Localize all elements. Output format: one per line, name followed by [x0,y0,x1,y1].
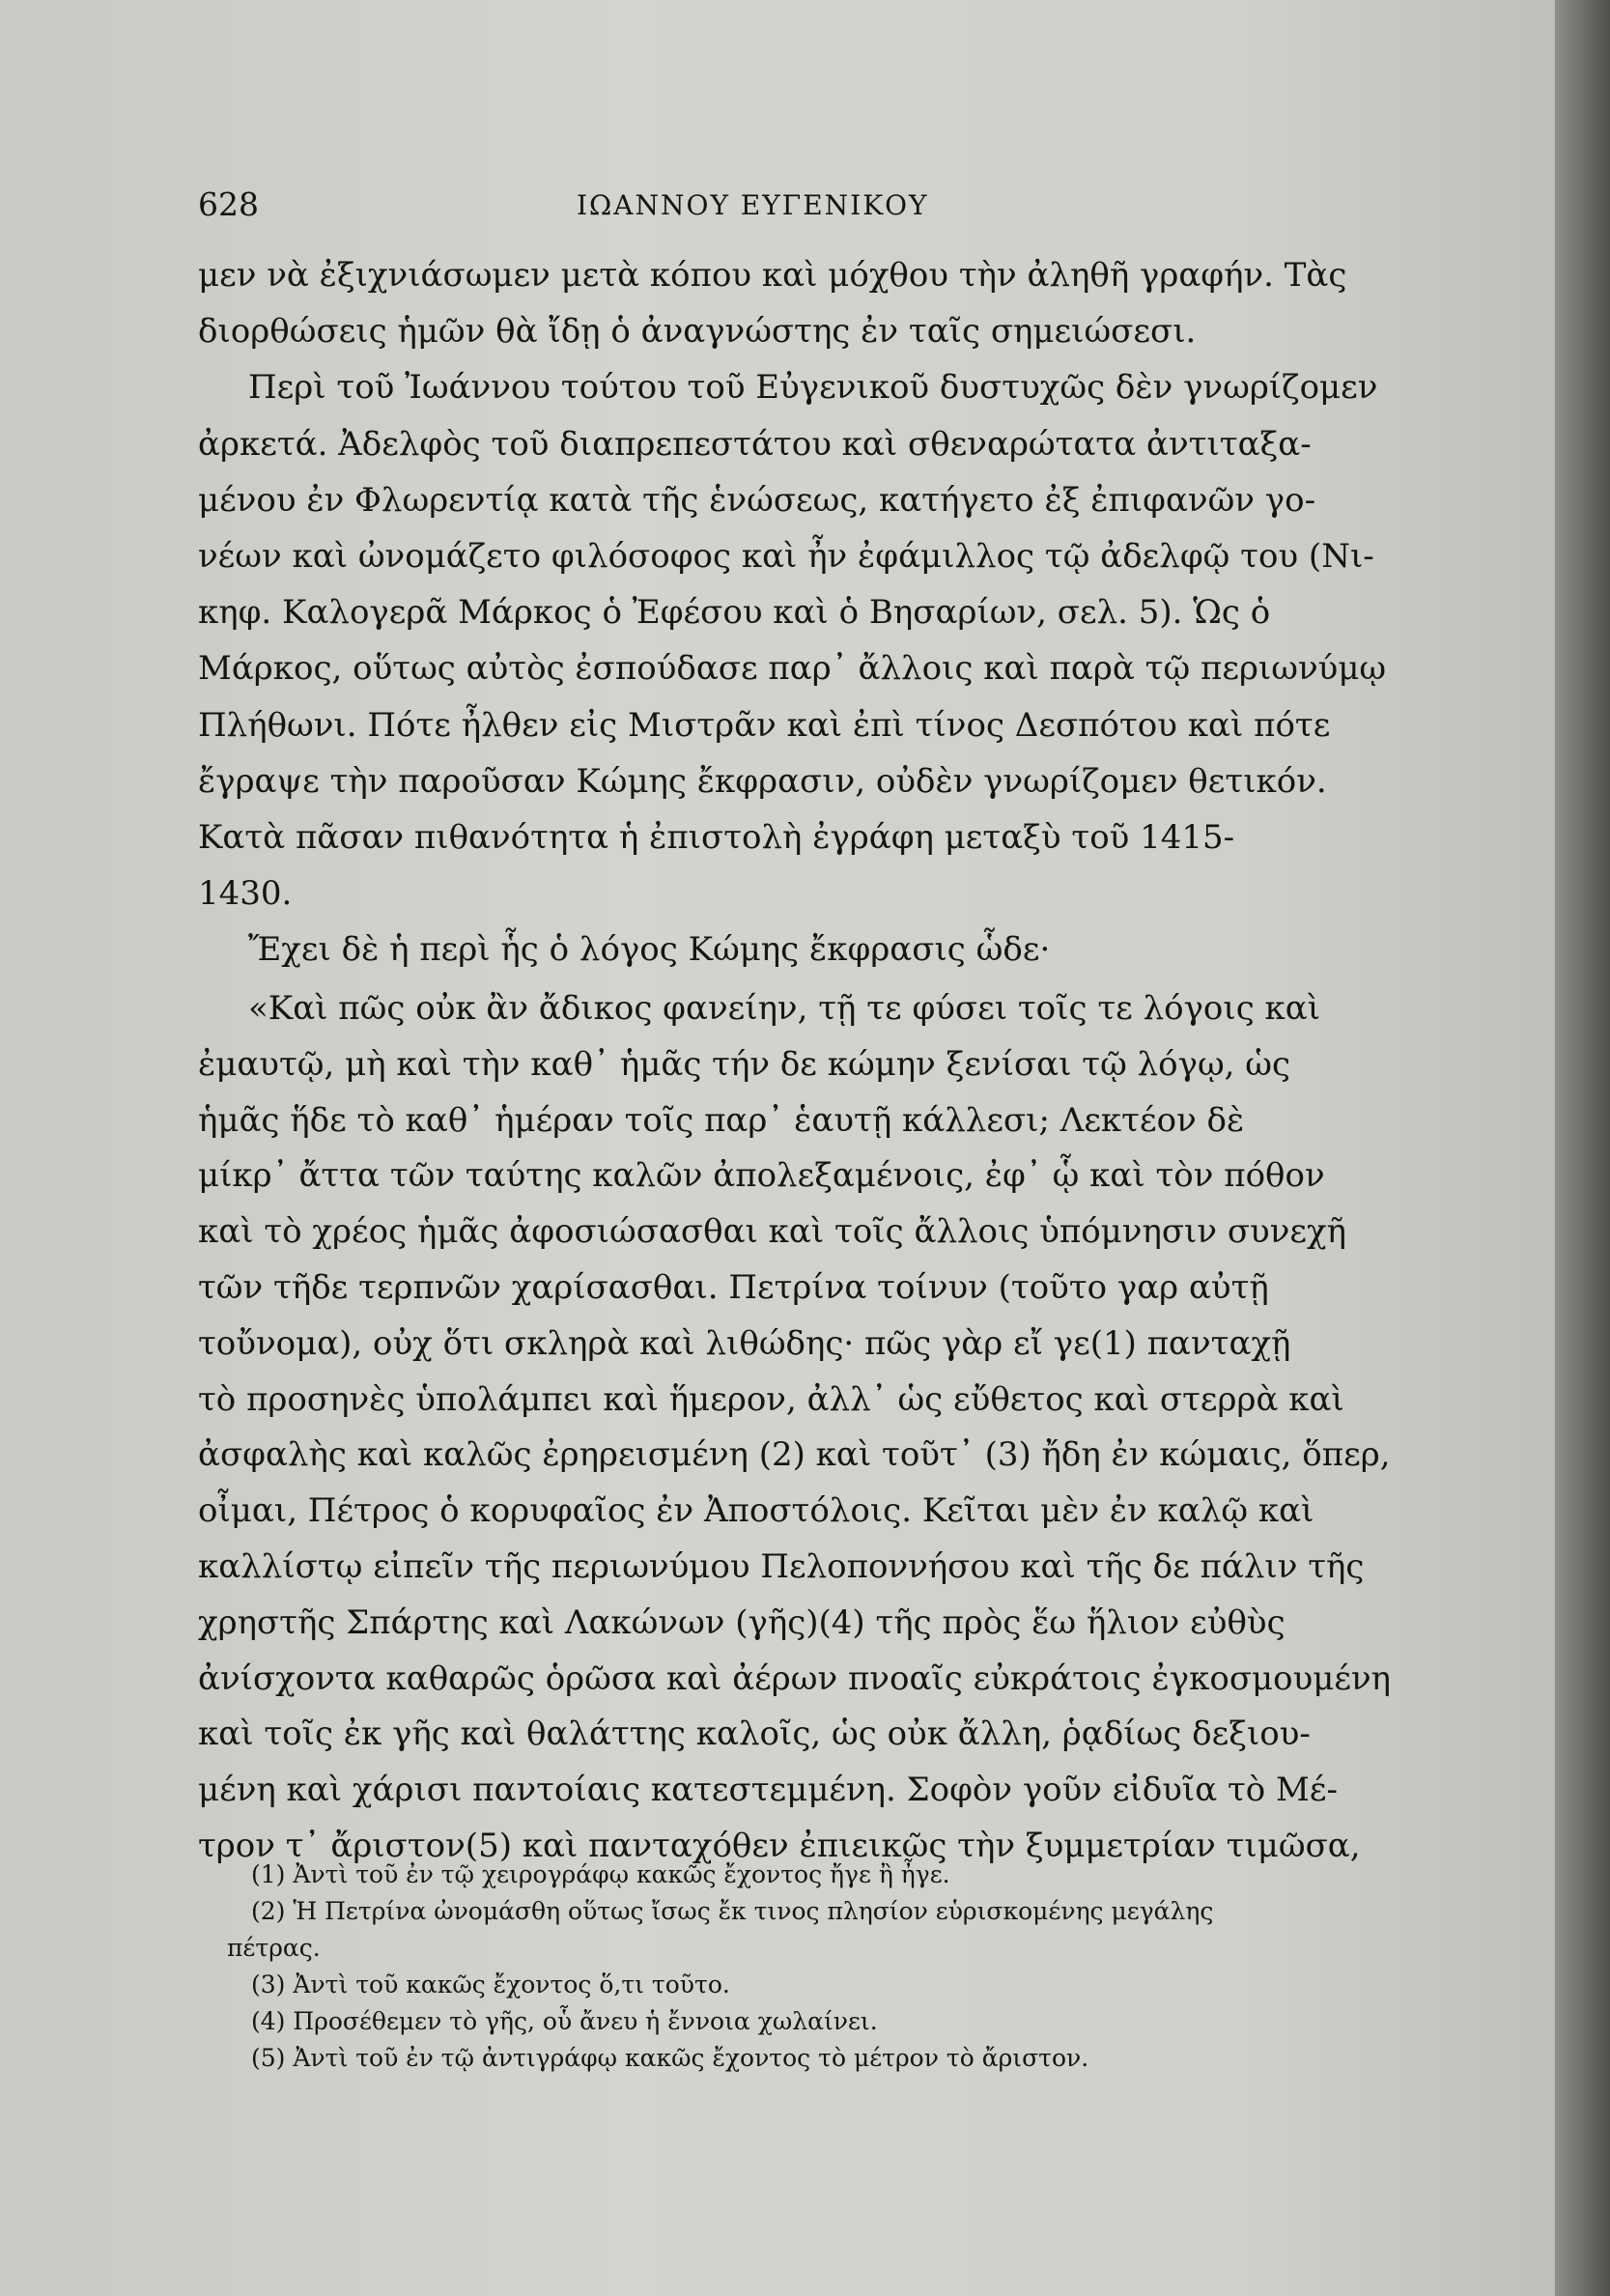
text-line: διορθώσεις ἡμῶν θὰ ἴδῃ ὁ ἀναγνώστης ἐν ταῖς σημειώσεσι. [198,312,1197,352]
text-line: Κατὰ πᾶσαν πιθανότητα ἡ ἐπιστολὴ ἐγράφη μεταξὺ τοῦ 1415- [198,818,1235,858]
book-page [198,0,1391,2296]
text-line: μίκρ᾽ ἄττα τῶν ταύτης καλῶν ἀπολεξαμένοις, ἐφ᾽ ᾧ καὶ τὸν πόθον [198,1156,1325,1196]
text-line: ἀρκετά. Ἀδελφὸς τοῦ διαπρεπεστάτου καὶ σθεναρώτατα ἀντιταξα- [198,424,1312,464]
text-line: κηφ. Καλογερᾶ Μάρκος ὁ Ἐφέσου καὶ ὁ Βησαρίων, σελ. 5). Ὡς ὁ [198,593,1271,633]
text-line: καὶ τὸ χρέος ἡμᾶς ἀφοσιώσασθαι καὶ τοῖς ἄλλοις ὑπόμνησιν συνεχῆ [198,1212,1346,1252]
text-line: Ἔχει δὲ ἡ περὶ ἧς ὁ λόγος Κώμης ἔκφρασις ὧδε· [248,930,1051,970]
text-line: μένου ἐν Φλωρεντίᾳ κατὰ τῆς ἑνώσεως, κατήγετο ἐξ ἐπιφανῶν γο- [198,480,1316,520]
text-line: ἔγραψε τὴν παροῦσαν Κώμης ἔκφρασιν, οὐδὲν γνωρίζομεν θετικόν. [198,761,1327,801]
text-line: μένη καὶ χάρισι παντοίαις κατεστεμμένη. Σοφὸν γοῦν εἰδυῖα τὸ Μέ- [198,1771,1338,1810]
footnote: (3) Ἀντὶ τοῦ κακῶς ἔχοντος ὅ,τι τοῦτο. [251,1970,730,1998]
footnotes [227,1857,1391,2077]
text-line: χρηστῆς Σπάρτης καὶ Λακώνων (γῆς)(4) τῆς πρὸς ἕω ἥλιον εὐθὺς [198,1602,1285,1642]
text-line: «Καὶ πῶς οὐκ ἂν ἄδικος φανείην, τῇ τε φύσει τοῖς τε λόγοις καὶ [248,989,1321,1028]
text-line: μεν νὰ ἐξιχνιάσωμεν μετὰ κόπου καὶ μόχθου τὴν ἀληθῆ γραφήν. Τὰς [198,256,1347,295]
text-line: 1430. [198,874,293,914]
footnote: (4) Προσέθεμεν τὸ γῆς, οὗ ἄνευ ἡ ἔννοια χωλαίνει. [251,2007,878,2035]
text-line: καὶ τοῖς ἐκ γῆς καὶ θαλάττης καλοῖς, ὡς οὐκ ἄλλη, ῥᾳδίως δεξιου- [198,1715,1311,1754]
text-line: Περὶ τοῦ Ἰωάννου τούτου τοῦ Εὐγενικοῦ δυστυχῶς δὲν γνωρίζομεν [248,368,1378,408]
text-line: καλλίστῳ εἰπεῖν τῆς περιωνύμου Πελοποννήσου καὶ τῆς δε πάλιν τῆς [198,1546,1365,1586]
page-header [198,185,1391,234]
text-line: τρον τ᾽ ἄριστον(5) καὶ πανταχόθεν ἐπιεικῶς τὴν ξυμμετρίαν τιμῶσα, [198,1826,1361,1865]
footnote: (1) Ἀντὶ τοῦ ἐν τῷ χειρογράφῳ κακῶς ἔχοντος ἤγε ἢ ἦγε. [251,1860,950,1888]
text-line: ἐμαυτῷ, μὴ καὶ τὴν καθ᾽ ἡμᾶς τήν δε κώμην ξενίσαι τῷ λόγῳ, ὡς [198,1044,1291,1084]
text-line: ἡμᾶς ἥδε τὸ καθ᾽ ἡμέραν τοῖς παρ᾽ ἑαυτῇ κάλλεσι; Λεκτέον δὲ [198,1100,1245,1140]
text-line: ἀνίσχοντα καθαρῶς ὁρῶσα καὶ ἀέρων πνοαῖς εὐκράτοις ἐγκοσμουμένη [198,1658,1392,1698]
quoted-text [198,981,1392,1875]
text-line: ἀσφαλὴς καὶ καλῶς ἐρηρεισμένη (2) καὶ τοῦτ᾽ (3) ἤδη ἐν κώμαις, ὅπερ, [198,1435,1391,1475]
text-line: τὸ προσηνὲς ὑπολάμπει καὶ ἥμερον, ἀλλ᾽ ὡς εὔθετος καὶ στερρὰ καὶ [198,1379,1344,1419]
footnote-continuation: πέτρας. [227,1934,321,1962]
text-line: οἶμαι, Πέτρος ὁ κορυφαῖος ἐν Ἀποστόλοις. Κεῖται μὲν ἐν καλῷ καὶ [198,1491,1314,1531]
text-line: Μάρκος, οὕτως αὐτὸς ἐσπούδασε παρ᾽ ἄλλοις καὶ παρὰ τῷ περιωνύμῳ [198,649,1387,689]
text-line: τοὔνομα), οὐχ ὅτι σκληρὰ καὶ λιθώδης· πῶς γὰρ εἴ γε(1) πανταχῇ [198,1323,1291,1363]
text-line: τῶν τῆδε τερπνῶν χαρίσασθαι. Πετρίνα τοίνυν (τοῦτο γαρ αὐτῇ [198,1267,1269,1307]
footnote: (2) Ἡ Πετρίνα ὠνομάσθη οὕτως ἴσως ἔκ τινος πλησίον εὑρισκομένης μεγάλης [251,1897,1214,1925]
running-title: ΙΩΑΝΝΟΥ ΕΥΓΕΝΙΚΟΥ [577,189,929,221]
body-text [198,247,1386,978]
text-line: Πλήθωνι. Πότε ἦλθεν εἰς Μιστρᾶν καὶ ἐπὶ τίνος Δεσπότου καὶ πότε [198,705,1331,745]
footnote: (5) Ἀντὶ τοῦ ἐν τῷ ἀντιγράφῳ κακῶς ἔχοντος τὸ μέτρον τὸ ἄριστον. [251,2044,1089,2072]
page-number: 628 [198,185,259,223]
text-line: νέων καὶ ὠνομάζετο φιλόσοφος καὶ ἦν ἐφάμιλλος τῷ ἀδελφῷ του (Νι- [198,537,1374,577]
book-edge-shadow [1555,0,1610,2296]
